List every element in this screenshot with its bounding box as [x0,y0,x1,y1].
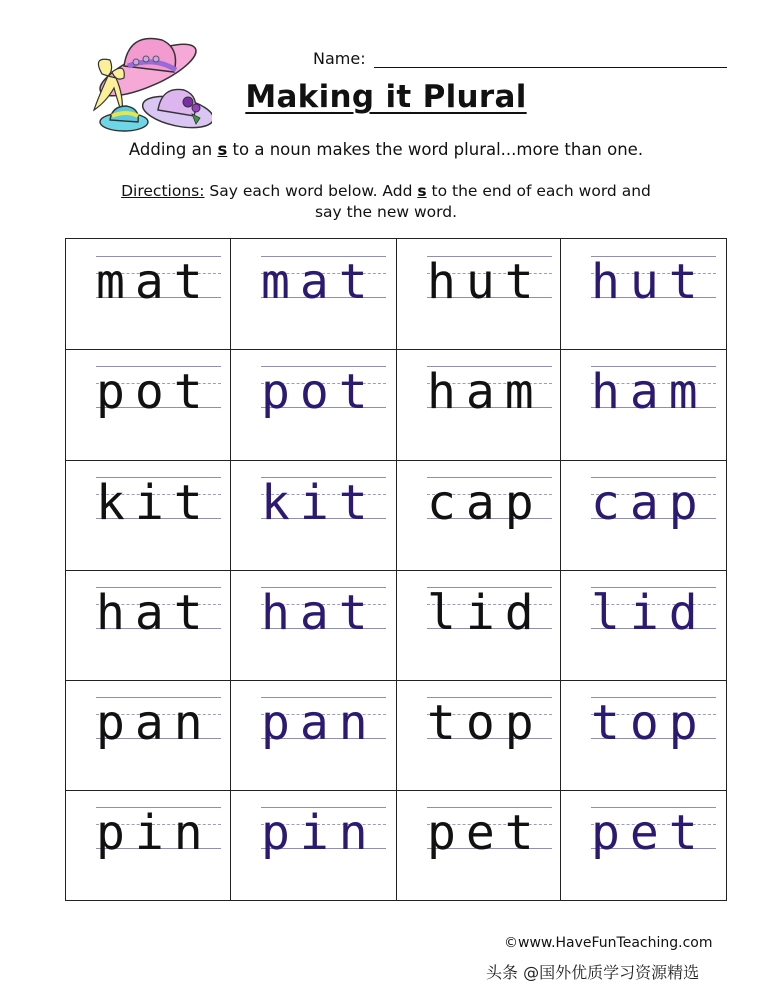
trace-word[interactable]: hat [261,585,378,641]
name-line[interactable] [374,51,727,68]
example-word-cell [66,349,231,459]
trace-word[interactable]: top [591,695,708,751]
example-word: lid [427,585,544,641]
example-word-cell [397,239,562,349]
example-word-cell [66,790,231,900]
trace-word[interactable]: pan [261,695,378,751]
example-word: hut [427,254,544,310]
trace-word-cell [231,349,396,459]
example-word: ham [427,364,544,420]
trace-word-cell [561,460,726,570]
example-word: kit [96,475,213,531]
example-word: pin [96,805,213,861]
trace-word-cell [231,570,396,680]
trace-word-cell [231,460,396,570]
trace-word[interactable]: pin [261,805,378,861]
example-word-cell [397,349,562,459]
trace-word[interactable]: hut [591,254,708,310]
trace-word[interactable]: kit [261,475,378,531]
name-field[interactable] [313,46,733,68]
trace-word-cell [231,239,396,349]
trace-word-cell [231,790,396,900]
example-word: mat [96,254,213,310]
trace-word[interactable]: lid [591,585,708,641]
copyright-text: ©www.HaveFunTeaching.com [504,935,713,951]
trace-word-cell [561,349,726,459]
trace-word-cell [231,680,396,790]
trace-word[interactable]: ham [591,364,708,420]
intro-text: Adding an s to a noun makes the word plural...more than one. [128,140,644,159]
example-word: pet [427,805,544,861]
example-word: pan [96,695,213,751]
trace-word[interactable]: cap [591,475,708,531]
page-title: Making it Plural [245,79,527,115]
directions-text: Directions: Say each word below. Add s to the end of each word and say the new word. [121,182,651,221]
trace-word-cell [561,680,726,790]
trace-word[interactable]: pet [591,805,708,861]
example-word-cell [397,460,562,570]
trace-word[interactable]: pot [261,364,378,420]
example-word-cell [66,680,231,790]
name-label: Name: [313,49,366,68]
word-grid [65,238,727,901]
example-word: hat [96,585,213,641]
example-word-cell [397,570,562,680]
trace-word-cell [561,790,726,900]
trace-word[interactable]: mat [261,254,378,310]
example-word-cell [397,680,562,790]
example-word: top [427,695,544,751]
example-word-cell [66,570,231,680]
trace-word-cell [561,570,726,680]
example-word-cell [66,460,231,570]
example-word: cap [427,475,544,531]
example-word: pot [96,364,213,420]
example-word-cell [397,790,562,900]
trace-word-cell [561,239,726,349]
watermark-text: 头条 @国外优质学习资源精选 [486,963,700,982]
example-word-cell [66,239,231,349]
